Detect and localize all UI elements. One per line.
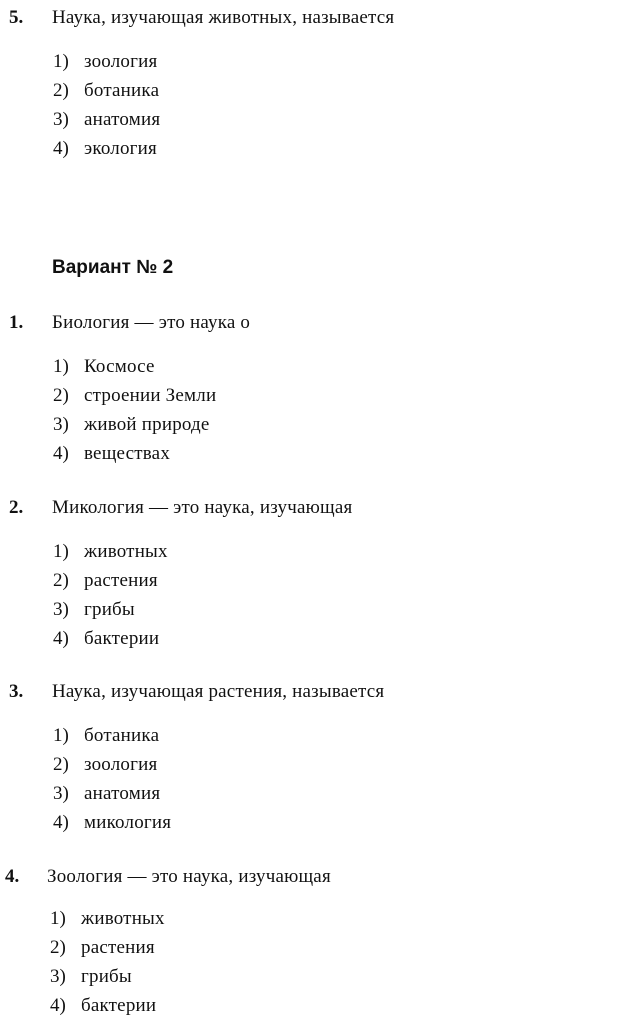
question-number: 4. xyxy=(5,866,20,887)
option-text: микология xyxy=(84,812,172,833)
variant-heading: Вариант № 2 xyxy=(52,257,174,278)
answer-option xyxy=(0,595,634,624)
option-number: 2) xyxy=(53,80,69,101)
option-text: бактерии xyxy=(81,995,157,1016)
answer-option xyxy=(0,904,634,933)
option-number: 3) xyxy=(53,414,69,435)
option-text: строении Земли xyxy=(84,385,217,406)
option-text: экология xyxy=(84,138,157,159)
option-text: животных xyxy=(81,908,165,929)
answer-option xyxy=(0,624,634,653)
option-number: 2) xyxy=(53,754,69,775)
question-5 xyxy=(0,6,634,163)
question-number: 2. xyxy=(9,497,24,518)
option-text: растения xyxy=(84,570,158,591)
option-number: 4) xyxy=(53,443,69,464)
answer-option xyxy=(0,134,634,163)
answer-option xyxy=(0,962,634,991)
question-1 xyxy=(0,311,634,468)
option-text: ботаника xyxy=(84,725,160,746)
option-number: 2) xyxy=(53,570,69,591)
option-number: 2) xyxy=(53,385,69,406)
question-text: Биология — это наука о xyxy=(52,312,251,333)
option-number: 4) xyxy=(53,812,69,833)
option-text: бактерии xyxy=(84,628,160,649)
option-text: растения xyxy=(81,937,155,958)
option-number: 3) xyxy=(53,599,69,620)
question-number: 5. xyxy=(9,7,24,28)
option-text: грибы xyxy=(81,966,132,987)
option-text: зоология xyxy=(84,754,158,775)
option-text: ботаника xyxy=(84,80,160,101)
option-text: животных xyxy=(84,541,168,562)
question-text: Наука, изучающая животных, называется xyxy=(52,7,395,28)
answer-option xyxy=(0,352,634,381)
option-number: 3) xyxy=(53,109,69,130)
answer-option xyxy=(0,105,634,134)
option-text: веществах xyxy=(84,443,171,464)
option-number: 4) xyxy=(53,138,69,159)
question-text: Зоология — это наука, изучающая xyxy=(47,866,331,887)
option-number: 3) xyxy=(53,783,69,804)
question-text: Микология — это наука, изучающая xyxy=(52,497,353,518)
answer-option xyxy=(0,991,634,1020)
answer-option xyxy=(0,47,634,76)
answer-option xyxy=(0,76,634,105)
option-text: анатомия xyxy=(84,783,161,804)
answer-option xyxy=(0,750,634,779)
answer-option xyxy=(0,779,634,808)
answer-option xyxy=(0,439,634,468)
answer-option xyxy=(0,808,634,837)
option-number: 1) xyxy=(53,725,69,746)
option-text: грибы xyxy=(84,599,135,620)
option-number: 2) xyxy=(50,937,66,958)
question-text: Наука, изучающая растения, называется xyxy=(52,681,385,702)
option-number: 3) xyxy=(50,966,66,987)
option-number: 1) xyxy=(53,541,69,562)
option-number: 1) xyxy=(50,908,66,929)
option-number: 4) xyxy=(53,628,69,649)
answer-option xyxy=(0,381,634,410)
option-text: анатомия xyxy=(84,109,161,130)
option-number: 4) xyxy=(50,995,66,1016)
option-text: живой природе xyxy=(84,414,210,435)
question-3 xyxy=(0,680,634,837)
question-number: 3. xyxy=(9,681,24,702)
question-2 xyxy=(0,496,634,653)
option-number: 1) xyxy=(53,356,69,377)
question-number: 1. xyxy=(9,312,24,333)
answer-option xyxy=(0,566,634,595)
answer-option xyxy=(0,721,634,750)
option-text: зоология xyxy=(84,51,158,72)
answer-option xyxy=(0,933,634,962)
answer-option xyxy=(0,410,634,439)
option-text: Космосе xyxy=(84,356,155,377)
answer-option xyxy=(0,537,634,566)
question-4 xyxy=(0,865,634,1020)
option-number: 1) xyxy=(53,51,69,72)
